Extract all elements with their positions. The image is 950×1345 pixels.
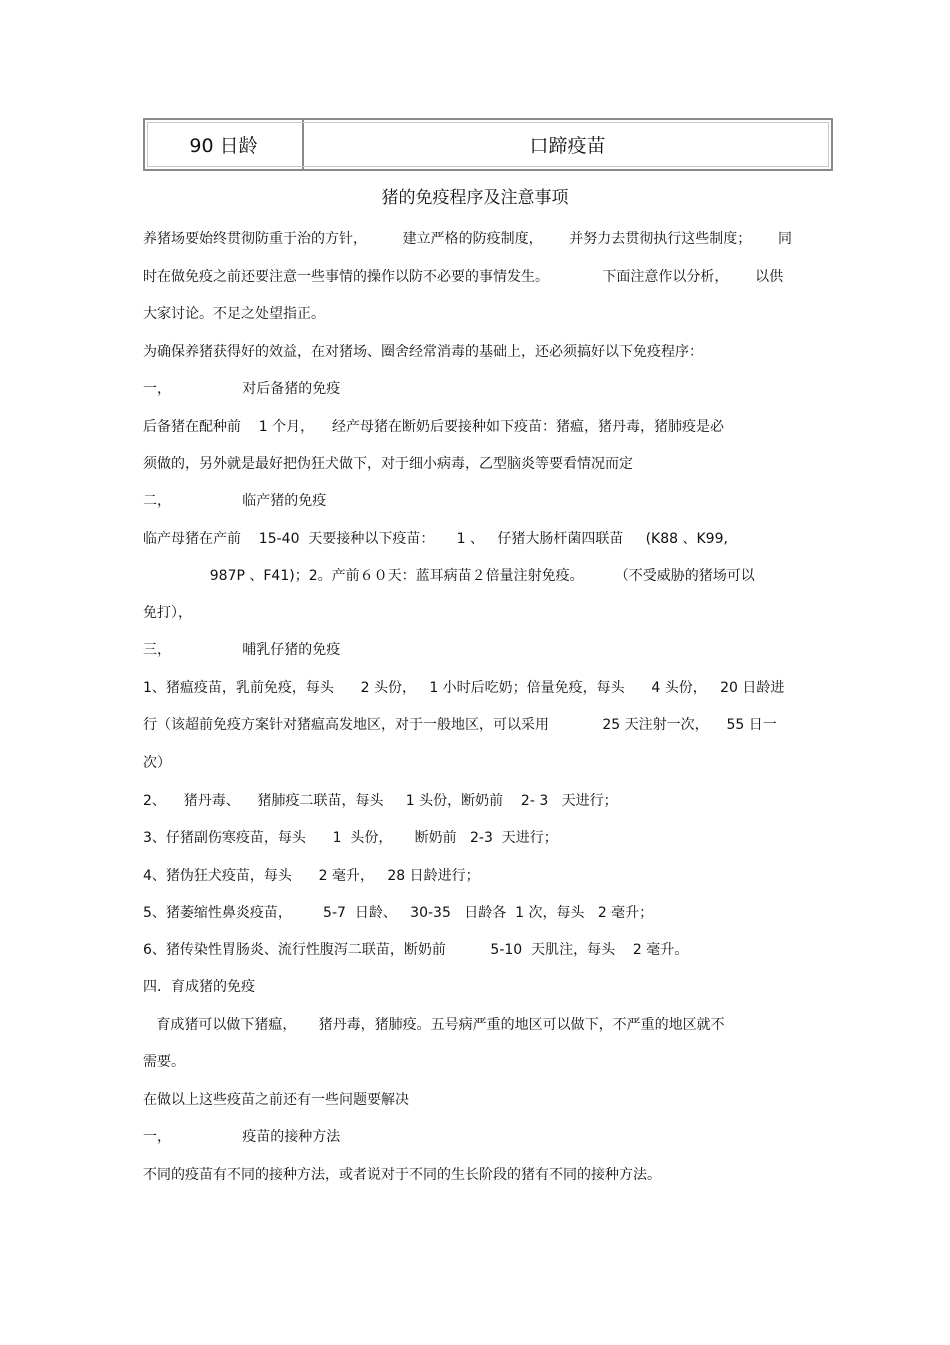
text-line: 后备猪在配种前 1 个月， 经产母猪在断奶后要接种如下疫苗：猪瘟，猪丹毒，猪肺疫是必 bbox=[143, 419, 724, 435]
text-line: 987P 、F41)；2。产前６０天：蓝耳病苗２倍量注射免疫。 （不受威胁的猪场可以 bbox=[143, 568, 755, 584]
text-line: 4、猪伪狂犬疫苗，每头 2 毫升， 28 日龄进行； bbox=[143, 868, 480, 884]
vaccine-cell: 口蹄疫苗 bbox=[529, 135, 606, 157]
text-line: 免打）， bbox=[143, 605, 192, 621]
document-title: 猪的免疫程序及注意事项 bbox=[381, 188, 569, 208]
text-line: 1、猪瘟疫苗，乳前免疫，每头 2 头份， 1 小时后吃奶；倍量免疫，每头 4 头份， 20 日龄进 bbox=[143, 680, 785, 696]
text-line: 5、猪萎缩性鼻炎疫苗， 5-7 日龄、 30-35 日龄各 1 次，每头 2 毫升； bbox=[143, 905, 654, 921]
text-line: 养猪场要始终贯彻防重于治的方针， 建立严格的防疫制度， 并努力去贯彻执行这些制度； 同 bbox=[143, 231, 793, 247]
text-line: 次） bbox=[143, 755, 171, 771]
text-line: 3、仔猪副伤寒疫苗，每头 1 头份， 断奶前 2-3 天进行； bbox=[143, 830, 558, 846]
section-heading: 四．育成猪的免疫 bbox=[143, 979, 255, 995]
text-line: 大家讨论。不足之处望指正。 bbox=[143, 306, 325, 322]
section-heading: 一， 疫苗的接种方法 bbox=[143, 1129, 341, 1145]
text-line: 不同的疫苗有不同的接种方法，或者说对于不同的生长阶段的猪有不同的接种方法。 bbox=[143, 1167, 661, 1183]
text-line: 2、 猪丹毒、 猪肺疫二联苗，每头 1 头份，断奶前 2- 3 天进行； bbox=[143, 793, 618, 809]
text-line: 6、猪传染性胃肠炎、流行性腹泻二联苗，断奶前 5-10 天肌注，每头 2 毫升。 bbox=[143, 942, 689, 958]
section-heading: 一， 对后备猪的免疫 bbox=[143, 381, 341, 397]
text-line: 须做的，另外就是最好把伪狂犬做下，对于细小病毒，乙型脑炎等要看情况而定 bbox=[143, 456, 633, 472]
age-cell: 90 日龄 bbox=[145, 120, 304, 169]
section-heading: 三， 哺乳仔猪的免疫 bbox=[143, 642, 341, 658]
text-line: 育成猪可以做下猪瘟， 猪丹毒，猪肺疫。五号病严重的地区可以做下，不严重的地区就不 bbox=[143, 1017, 725, 1033]
section-heading: 二， 临产猪的免疫 bbox=[143, 493, 327, 509]
vaccine-table-row bbox=[143, 118, 833, 171]
text-line: 需要。 bbox=[143, 1054, 185, 1070]
text-line: 临产母猪在产前 15-40 天要接种以下疫苗： 1 、 仔猪大肠杆菌四联苗 (K88 、K99, bbox=[143, 531, 728, 547]
text-line: 在做以上这些疫苗之前还有一些问题要解决 bbox=[143, 1092, 409, 1108]
text-line: 行（该超前免疫方案针对猪瘟高发地区，对于一般地区，可以采用 25 天注射一次， 55 日一 bbox=[143, 717, 777, 733]
text-line: 时在做免疫之前还要注意一些事情的操作以防不必要的事情发生。 下面注意作以分析， 以供 bbox=[143, 269, 784, 285]
text-line: 为确保养猪获得好的效益，在对猪场、圈舍经常消毒的基础上，还必须搞好以下免疫程序： bbox=[143, 344, 703, 360]
